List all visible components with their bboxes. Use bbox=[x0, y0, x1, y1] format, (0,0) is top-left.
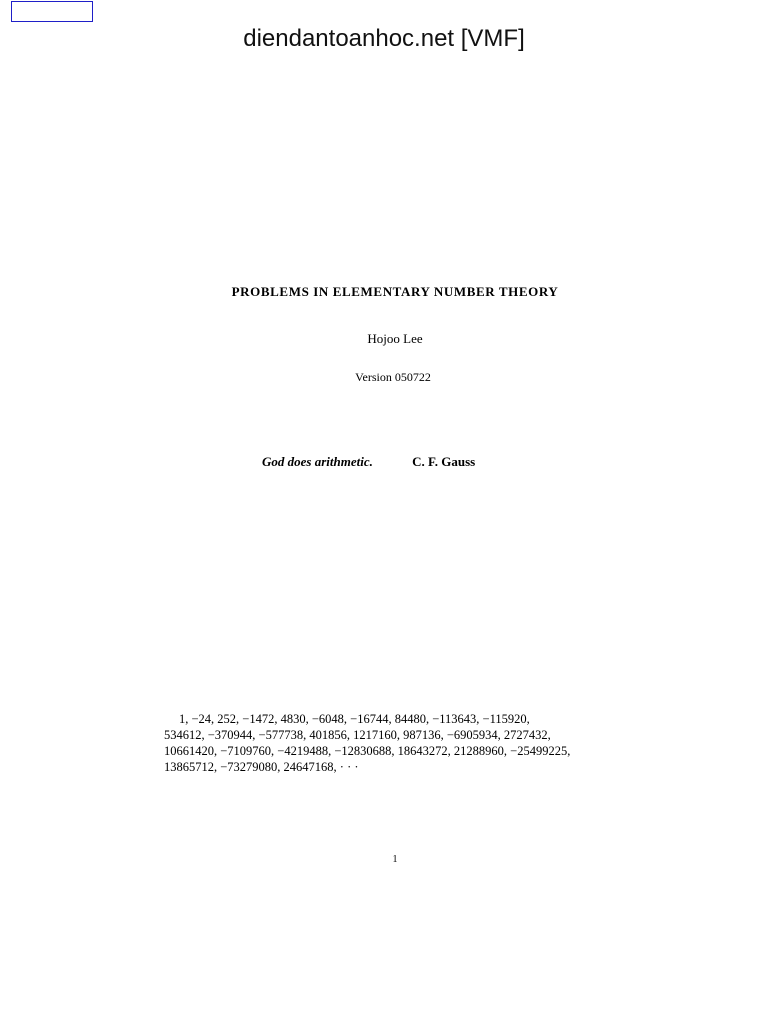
integer-sequence bbox=[164, 711, 640, 775]
document-title: PROBLEMS IN ELEMENTARY NUMBER THEORY bbox=[231, 284, 559, 299]
epigraph-quote: God does arithmetic. bbox=[262, 454, 373, 469]
site-watermark-header: diendantoanhoc.net [VMF] bbox=[243, 25, 525, 52]
document-author: Hojoo Lee bbox=[367, 331, 423, 346]
sequence-line: 1, −24, 252, −1472, 4830, −6048, −16744, 84480, −113643, −115920, bbox=[179, 712, 530, 726]
epigraph-attribution: C. F. Gauss bbox=[412, 454, 476, 469]
link-annotation-box[interactable] bbox=[11, 1, 93, 22]
epigraph bbox=[262, 454, 475, 470]
sequence-line: 10661420, −7109760, −4219488, −12830688, 18643272, 21288960, −25499225, bbox=[164, 744, 571, 758]
sequence-line: 534612, −370944, −577738, 401856, 1217160, 987136, −6905934, 2727432, bbox=[164, 728, 551, 742]
page-number: 1 bbox=[392, 854, 398, 865]
sequence-line: 13865712, −73279080, 24647168, · · · bbox=[164, 760, 359, 774]
document-version: Version 050722 bbox=[355, 370, 431, 384]
